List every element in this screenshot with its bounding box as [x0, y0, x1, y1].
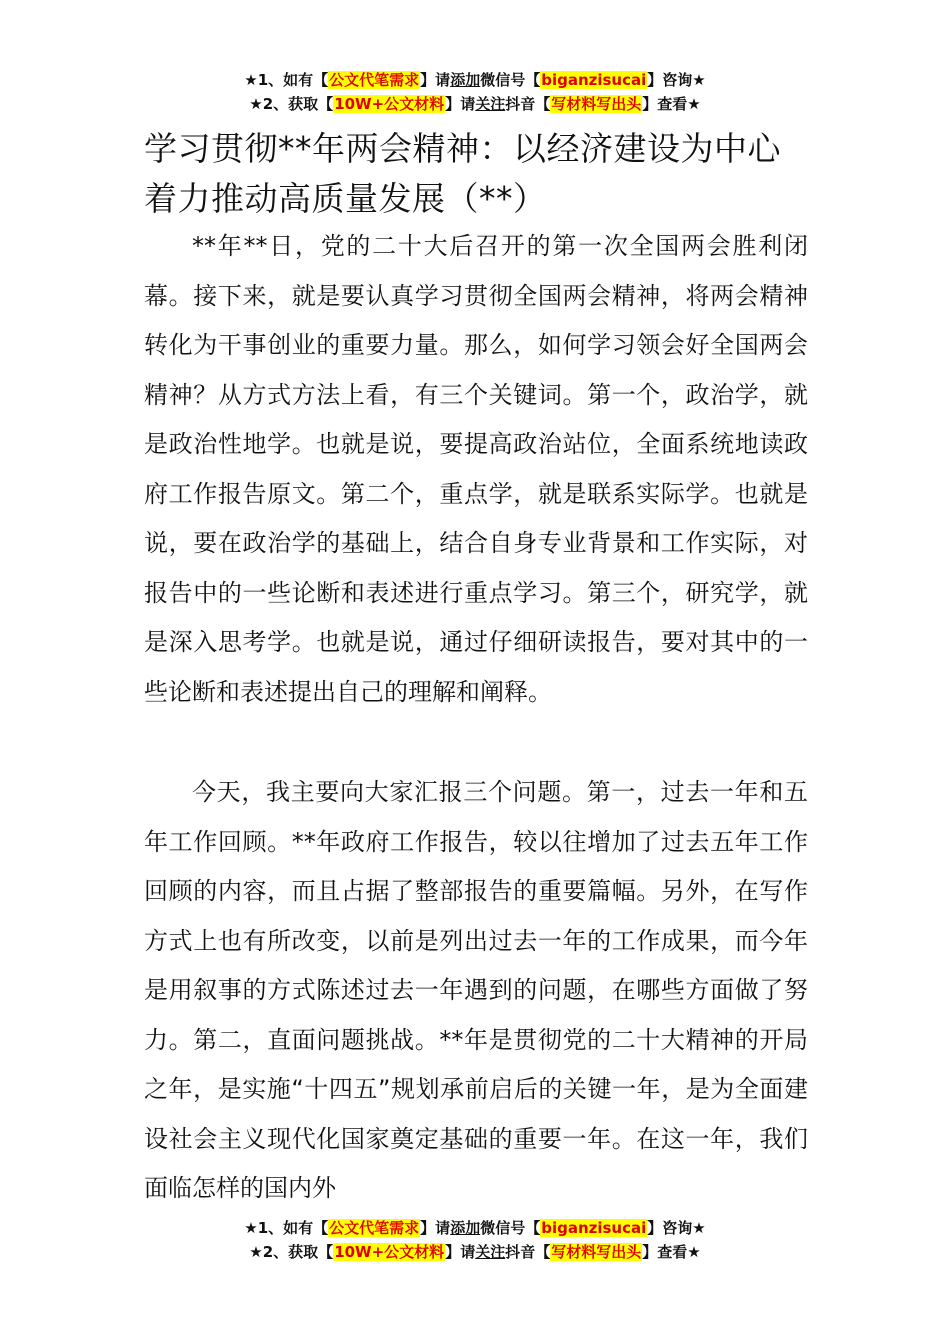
- top-ad-banner: [0, 68, 950, 116]
- banner-text: 】请: [420, 1219, 451, 1237]
- banner-line-1: [0, 1216, 950, 1240]
- banner-highlight: 公文代笔需求: [329, 71, 420, 89]
- banner-text: 微信号【: [480, 1219, 541, 1237]
- banner-text: ★1、如有【: [244, 71, 329, 89]
- banner-text: ★2、获取【: [249, 1243, 334, 1261]
- banner-line-2: [0, 1240, 950, 1264]
- banner-text: 】查看★: [642, 1243, 701, 1261]
- document-title: 学习贯彻**年两会精神：以经济建设为中心着力推动高质量发展（**）: [144, 129, 781, 218]
- body-paragraph-2: 今天，我主要向大家汇报三个问题。第一，过去一年和五年工作回顾。**年政府工作报告，较以往增加了过去五年工作回顾的内容，而且占据了整部报告的重要篇幅。另外，在写作方式上也有所改变，以前是列出过去一年的工作成果，而今年是用叙事的方式陈述过去一年遇到的问题，在哪些方面做了努力。第二，直面问题挑战。**年是贯彻党的二十大精神的开局之年，是实施“十四五”规划承前启后的关键一年，是为全面建设社会主义现代化国家奠定基础的重要一年。在这一年，我们面临怎样的国内外: [144, 778, 808, 1202]
- banner-text: 抖音【: [505, 1243, 551, 1261]
- banner-line-1: [0, 68, 950, 92]
- body-paragraph-1: **年**日，党的二十大后召开的第一次全国两会胜利闭幕。接下来，就是要认真学习贯彻全国两会精神，将两会精神转化为干事创业的重要力量。那么，如何学习领会好全国两会精神？从方式方法上看，有三个关键词。第一个，政治学，就是政治性地学。也就是说，要提高政治站位，全面系统地读政府工作报告原文。第二个，重点学，就是联系实际学。也就是说，要在政治学的基础上，结合自身专业背景和工作实际，对报告中的一些论断和表述进行重点学习。第三个，研究学，就是深入思考学。也就是说，通过仔细研读报告，要对其中的一些论断和表述提出自己的理解和阐释。: [144, 232, 808, 706]
- banner-highlight: 公文代笔需求: [329, 1219, 420, 1237]
- banner-highlight: 10W+公文材料: [334, 1243, 445, 1261]
- banner-underlined-text: 关注: [475, 95, 506, 113]
- banner-line-2: [0, 92, 950, 116]
- banner-text: 抖音【: [505, 95, 551, 113]
- banner-text: ★2、获取【: [249, 95, 334, 113]
- banner-highlight: 写材料写出头: [551, 95, 642, 113]
- banner-text: 】请: [445, 1243, 476, 1261]
- bottom-ad-banner: [0, 1216, 950, 1264]
- banner-text: 】请: [445, 95, 476, 113]
- banner-highlight: 10W+公文材料: [334, 95, 445, 113]
- banner-text: 】请: [420, 71, 451, 89]
- banner-highlight: 写材料写出头: [551, 1243, 642, 1261]
- banner-text: 微信号【: [480, 71, 541, 89]
- banner-underlined-text: 关注: [475, 1243, 506, 1261]
- banner-text: 】咨询★: [647, 71, 706, 89]
- banner-text: ★1、如有【: [244, 1219, 329, 1237]
- banner-highlight: biganzisucai: [541, 71, 647, 89]
- banner-underlined-text: 添加: [450, 71, 481, 89]
- banner-underlined-text: 添加: [450, 1219, 481, 1237]
- banner-text: 】查看★: [642, 95, 701, 113]
- banner-text: 】咨询★: [647, 1219, 706, 1237]
- banner-highlight: biganzisucai: [541, 1219, 647, 1237]
